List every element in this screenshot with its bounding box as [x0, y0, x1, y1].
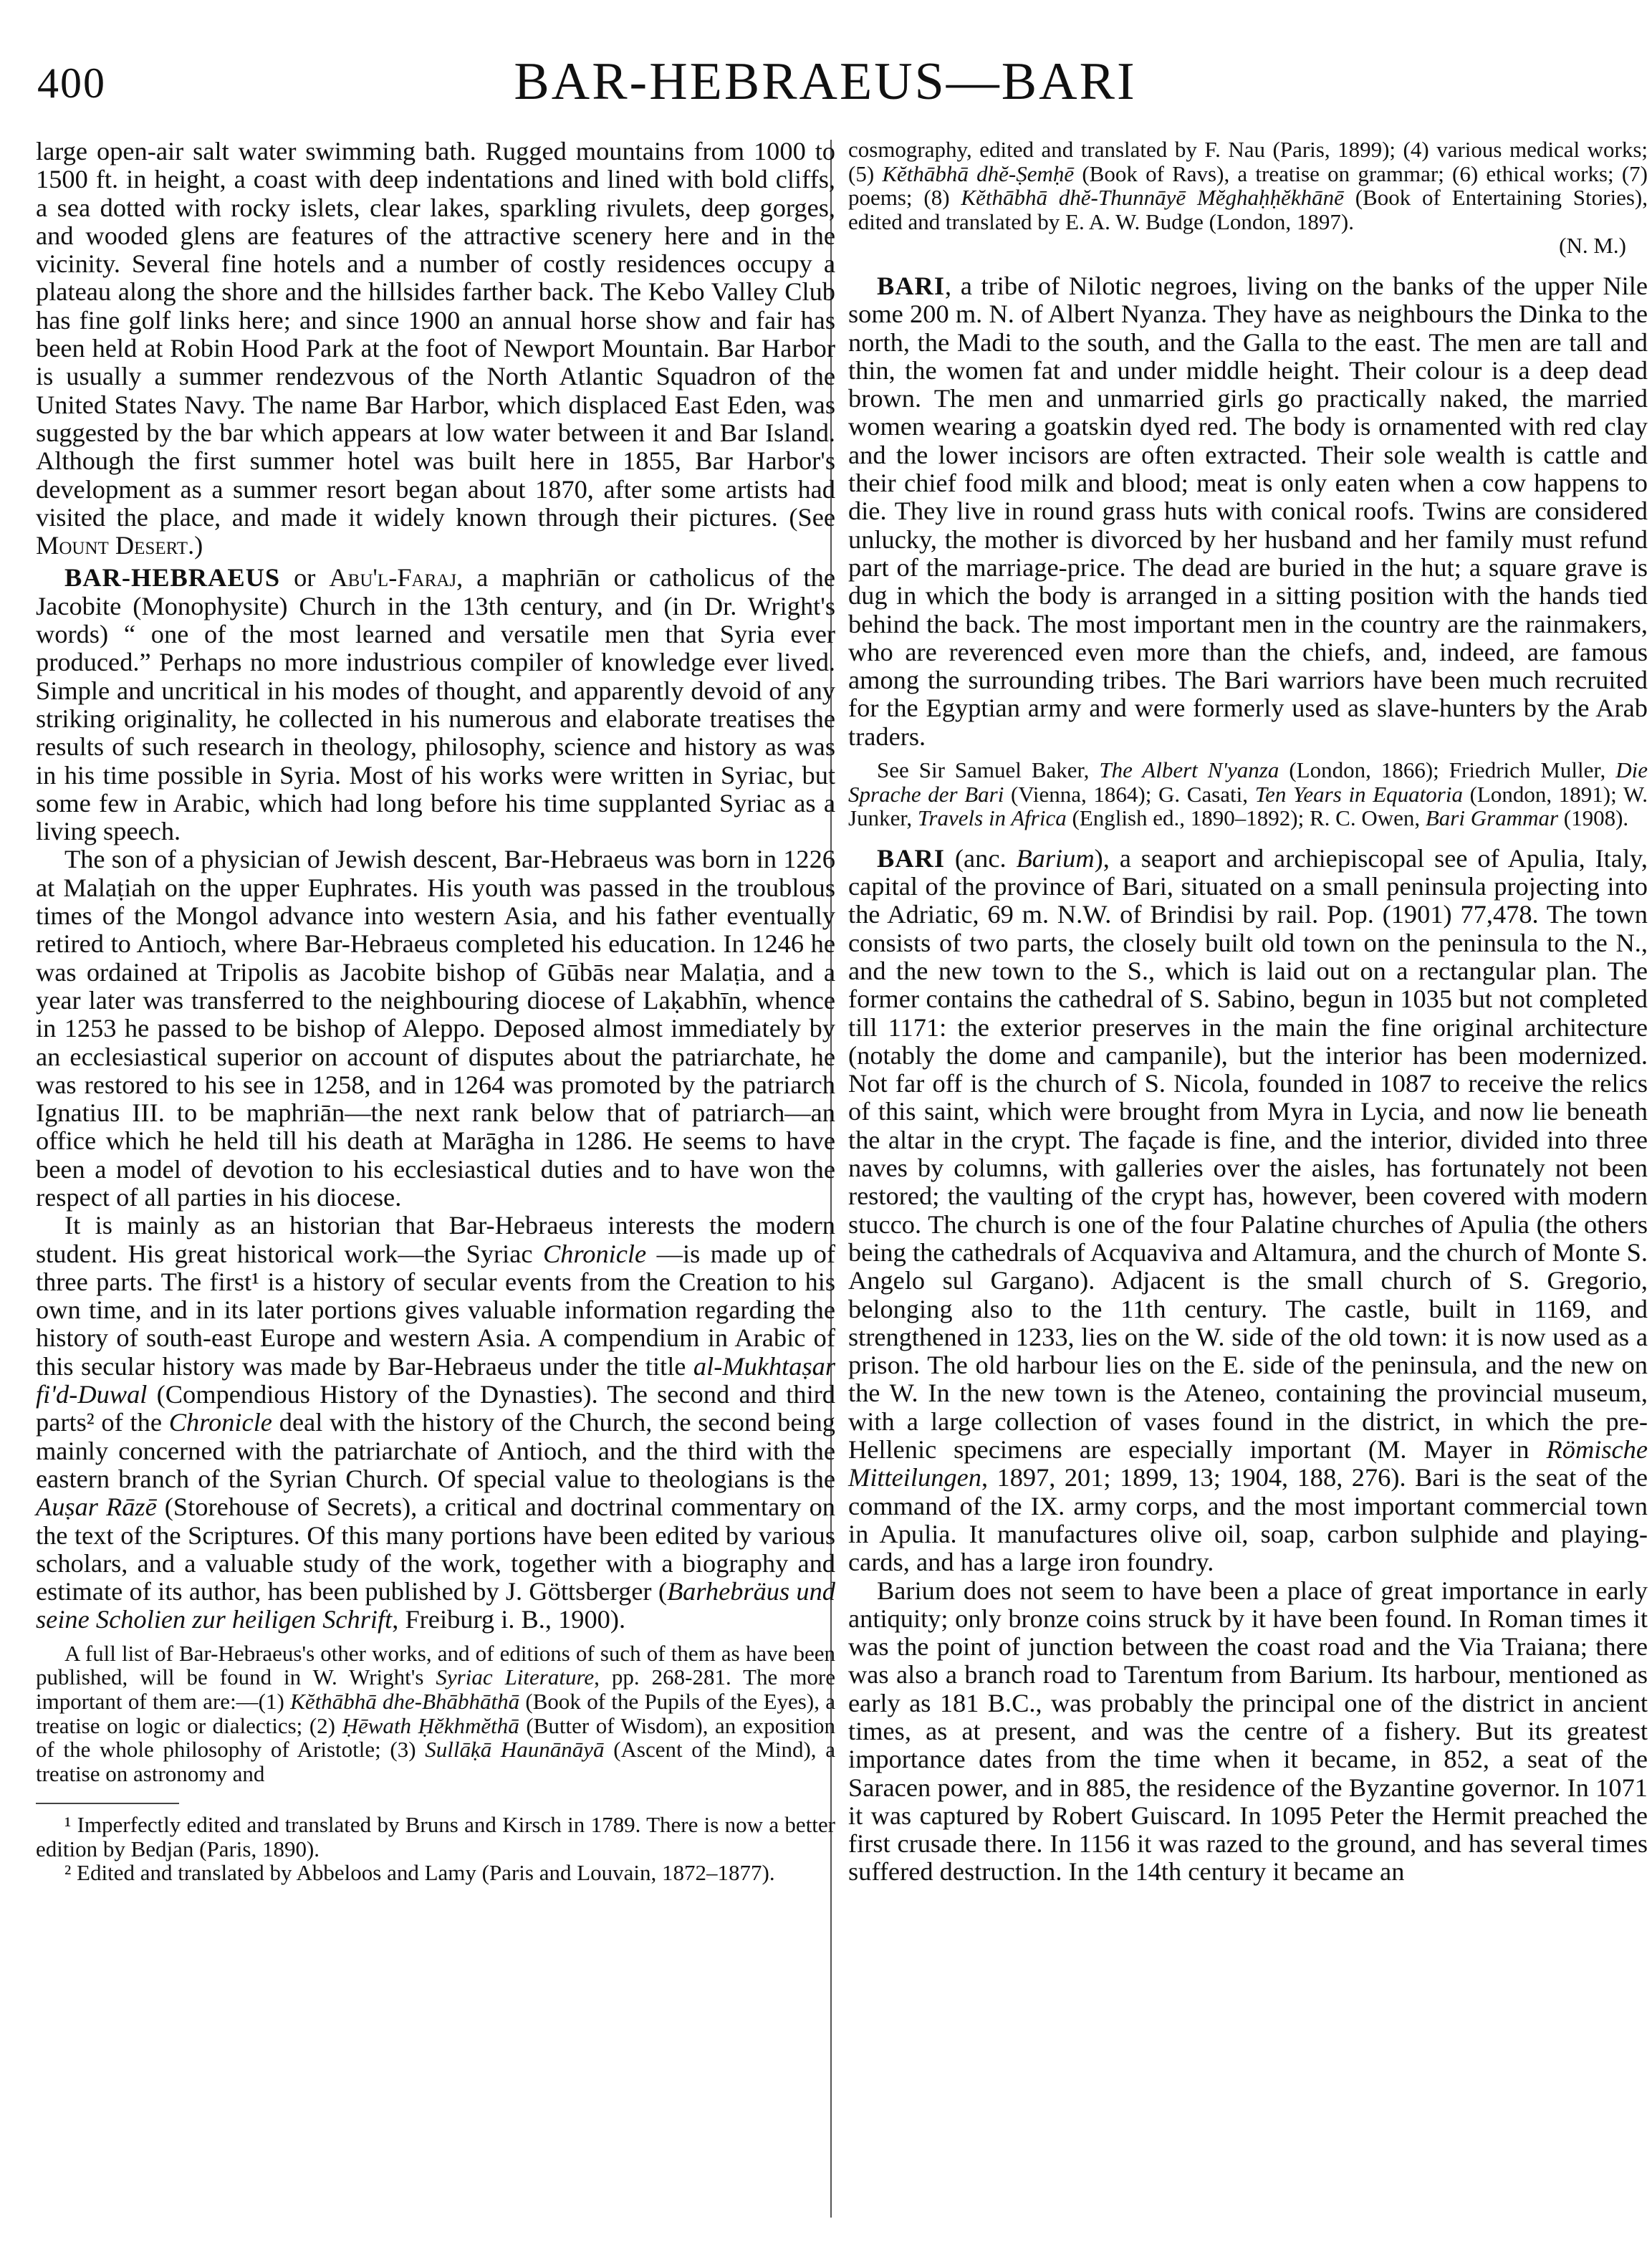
- bar-hebraeus-entry: BAR-HEBRAEUS or Abu'l-Faraj, a maphriān or catholicus of the Jacobite (Monophysite) Church in the 13th century, and (in Dr. Wright's words) “ one of the most learned and versatile men that Syria ever produced.” Perhaps no more industrious compiler of knowledge ever lived. Simple and uncritical in his modes of thought, and apparently devoid of any striking originality, he collected in his numerous and elaborate treatises the results of such research in theology, philosophy, science and history as was in his time possible in Syria. Most of his works were written in Syriac, but some few in Arabic, which had long before his time supplanted Syriac as a living speech.: [36, 563, 835, 846]
- cross-reference: Mount Desert: [36, 531, 188, 560]
- page-number: 400: [37, 59, 106, 107]
- bari-city-history: Barium does not seem to have been a place of great importance in early antiquity; only bronze coins struck by it have been found. In Roman times it was the point of junction between the coast road and the Via Traiana; there was also a branch road to Tarentum from Barium. Its harbour, mentioned as early as 181 B.C., was probably the principal one of the district in ancient times, as at present, and was the centre of a fishery. But its greatest importance dates from the time when it became, in 852, a seat of the Saracen power, and in 885, the residence of the Byzantine governor. In 1071 it was captured by Robert Guiscard. In 1095 Peter the Hermit preached the first crusade there. In 1156 it was razed to the ground, and has several times suffered destruction. In the 14th century it became an: [848, 1576, 1648, 1887]
- bar-hebraeus-works: It is mainly as an historian that Bar-Hebraeus interests the modern student. His great historical work—the Syriac Chronicle —is made up of three parts. The first¹ is a history of secular events from the Creation to his own time, and in its later portions gives valuable information regarding the history of south-east Europe and western Asia. A compendium in Arabic of this secular history was made by Bar-Hebraeus under the title al-Mukhtaṣar fi'd-Duwal (Compendious History of the Dynasties). The second and third parts² of the Chronicle deal with the history of the Church, the second being mainly concerned with the patriarchate of Antioch, and the third with the eastern branch of the Syrian Church. Of special value to theologians is the Auṣar Rāzē (Storehouse of Secrets), a critical and doctrinal commentary on the text of the Scriptures. Of this many portions have been edited by various scholars, and a valuable study of the work, together with a biography and estimate of its author, has been published by J. Göttsberger (Barhebräus und seine Scholien zur heiligen Schrift, Freiburg i. B., 1900).: [36, 1211, 836, 1634]
- bari-city-entry: BARI (anc. Barium), a seaport and archiepiscopal see of Apulia, Italy, capital of the province of Bari, situated on a small peninsula projecting into the Adriatic, 69 m. N.W. of Brindisi by rail. Pop. (1901) 77,478. The town consists of two parts, the closely built old town on the peninsula to the N., and the new town to the S., which is laid out on a rectangular plan. The former contains the cathedral of S. Sabino, begun in 1035 but not completed till 1171: the exterior preserves in the main the fine original architecture (notably the dome and campanile), but the interior has been modernized. Not far off is the church of S. Nicola, founded in 1087 to receive the relics of this saint, which were brought from Myra in Lycia, and now lie beneath the altar in the crypt. The façade is fine, and the interior, divided into three naves by columns, with galleries over the aisles, has fortunately not been restored; the vaulting of the crypt has, however, been covered with modern stucco. The church is one of the four Palatine churches of Apulia (the others being the cathedrals of Acquaviva and Altamura, and the church of Monte S. Angelo sul Gargano). Adjacent is the small church of S. Gregorio, belonging also to the 11th century. The castle, built in 1169, and strengthened in 1233, lies on the W. side of the old town: it is now used as a prison. The old harbour lies on the E. side of the peninsula, and the new on the W. In the new town is the Ateneo, containing the provincial museum, with a large collection of vases found in the district, in which the pre-Hellenic specimens are especially important (M. Mayer in Römische Mitteilungen, 1897, 201; 1899, 13; 1904, 188, 276). Bari is the seat of the command of the IX. army corps, and the most important commercial town in Apulia. It manufactures olive oil, soap, carbon sulphide and playing-cards, and has a large iron foundry.: [848, 843, 1648, 1577]
- page-header: [37, 52, 1613, 130]
- footnote-1: ¹ Imperfectly edited and translated by Bruns and Kirsch in 1789. There is now a better edition by Bedjan (Paris, 1890).: [36, 1812, 835, 1861]
- headword-bari-tribe: BARI: [877, 271, 945, 300]
- alternate-name: Abu'l-Faraj: [329, 563, 457, 593]
- footnote-rule: [36, 1803, 179, 1804]
- bari-tribe-entry: BARI, a tribe of Nilotic negroes, living on the banks of the upper Nile some 200 m. N. of Albert Nyanza. They have as neighbours the Dinka to the north, the Madi to the south, and the Galla to the east. The men are tall and thin, the women fat and under middle height. Their colour is a deep dead brown. The men and unmarried girls go practically naked, the married women wearing a goatskin dyed red. The body is ornamented with red clay and the lower incisors are often extracted. Their sole wealth is cattle and their chief food milk and blood; meat is only eaten when a cow happens to die. They live in round grass huts with conical roofs. Twins are considered unlucky, the mother is divorced by her husband and her family must refund part of the marriage-price. The dead are buried in the hut; a square grave is dug in which the body is arranged in a sitting position with the hands tied behind the back. The most important men in the country are the rainmakers, who are reverenced even more than the chiefs, and, indeed, are famous among the surrounding tribes. The Bari warriors have been much recruited for the Egyptian army and were formerly used as slave-hunters by the Arab traders.: [848, 271, 1648, 751]
- left-column: [36, 138, 835, 1885]
- bar-harbor-entry-end: large open-air salt water swimming bath. Rugged mountains from 1000 to 1500 ft. in height, a coast with deep indentations and lined with bold cliffs, a sea dotted with rocky islets, clear lakes, sparkling rivulets, deep gorges, and wooded glens are features of the attractive scenery here and in the vicinity. Several fine hotels and a number of costly residences occupy a plateau along the shore and the hillsides farther back. The Kebo Valley Club has fine golf links here; and since 1900 an annual horse show and fair has been held at Robin Hood Park at the foot of Newport Mountain. Bar Harbor is usually a summer rendezvous of the North Atlantic Squadron of the United States Navy. The name Bar Harbor, which displaced East Eden, was suggested by the bar which appears at low water between it and Bar Island. Although the first summer hotel was built here in 1855, Bar Harbor's development as a summer resort began about 1870, after some artists had visited the place, and made it widely known through their pictures. (See Mount Desert.): [36, 137, 835, 560]
- author-signature: (N. M.): [1559, 233, 1626, 259]
- headword-bari-city: BARI: [877, 843, 945, 873]
- right-column: [848, 138, 1648, 1887]
- footnote-2: ² Edited and translated by Abbeloos and Lamy (Paris and Louvain, 1872–1877).: [64, 1860, 775, 1886]
- bar-hebraeus-biography: The son of a physician of Jewish descent, Bar-Hebraeus was born in 1226 at Malaṭiah on the upper Euphrates. His youth was passed in the troublous times of the Mongol advance into western Asia, and his father eventually retired to Antioch, where Bar-Hebraeus completed his education. In 1246 he was ordained at Tripolis as Jacobite bishop of Gūbās near Malaṭia, and a year later was transferred to the neighbouring diocese of Laḳabhīn, whence in 1253 he passed to be bishop of Aleppo. Deposed almost immediately by an ecclesiastical superior on account of disputes about the patriarchate, he was restored to his see in 1258, and in 1264 was promoted by the patriarch Ignatius III. to be maphriān—the next rank below that of patriarch—an office which he held till his death at Marāgha in 1286. He seems to have been a model of devotion to his ecclesiastical duties and to have won the respect of all parties in his diocese.: [36, 845, 835, 1212]
- bari-tribe-bibliography: See Sir Samuel Baker, The Albert N'yanza (London, 1866); Friedrich Muller, Die Sprache der Bari (Vienna, 1864); G. Casati, Ten Years in Equatoria (London, 1891); W. Junker, Travels in Africa (English ed., 1890–1892); R. C. Owen, Bari Grammar (1908).: [848, 757, 1648, 831]
- bar-hebraeus-bibliography-continued: cosmography, edited and translated by F. Nau (Paris, 1899); (4) various medical works; (5) Kĕthābhā dhĕ-Ṣemḥē (Book of Ravs), a treatise on grammar; (6) ethical works; (7) poems; (8) Kĕthābhā dhĕ-Thunnāyē Mĕghaḥḥĕkhānē (Book of Entertaining Stories), edited and translated by E. A. W. Budge (London, 1897).: [848, 137, 1648, 234]
- headword-bar-hebraeus: BAR-HEBRAEUS: [64, 563, 281, 593]
- bar-hebraeus-bibliography: A full list of Bar-Hebraeus's other works, and of editions of such of them as have been published, will be found in W. Wright's Syriac Literature, pp. 268-281. The more important of them are:—(1) Kĕthābhā dhe-Bhābhāthā (Book of the Pupils of the Eyes), a treatise on logic or dialectics; (2) Ḥēwath Ḥĕkhmĕthā (Butter of Wisdom), an exposition of the whole philosophy of Aristotle; (3) Sullāḳā Haunānāyā (Ascent of the Mind), a treatise on astronomy and: [36, 1640, 836, 1786]
- running-head: BAR-HEBRAEUS—BARI: [514, 52, 1137, 111]
